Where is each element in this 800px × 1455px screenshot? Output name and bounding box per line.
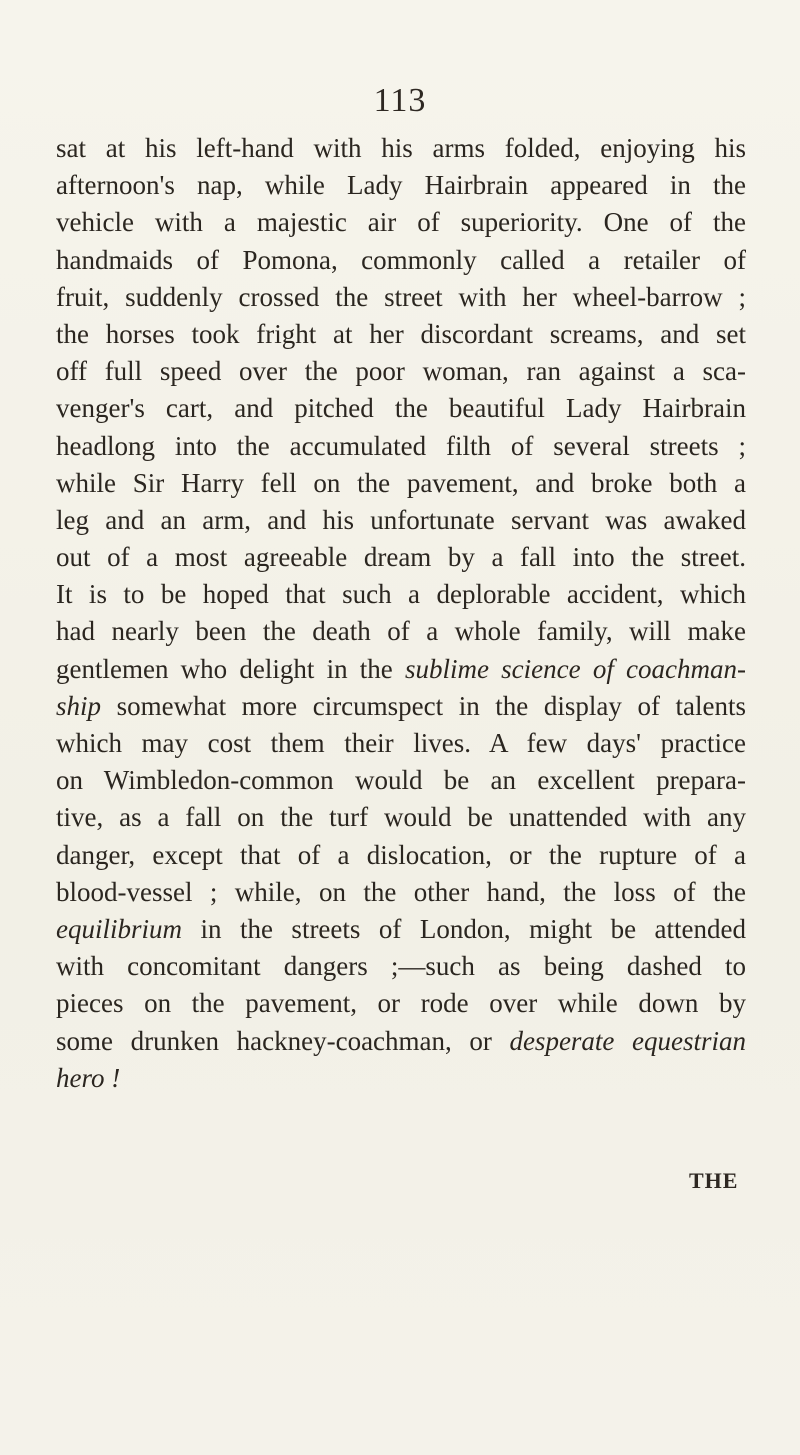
- italic-phrase: hero !: [56, 1062, 121, 1093]
- text-line: [56, 1060, 746, 1097]
- text-line: [56, 985, 746, 1022]
- page-number: 113: [373, 82, 427, 119]
- text-run: on Wimbledon-common would be an excellent prepara-: [56, 765, 746, 796]
- text-run: with concomitant dangers ;—such as being dashed to: [56, 951, 746, 982]
- text-run: fruit, suddenly crossed the street with her wheel-barrow ;: [56, 281, 746, 312]
- text-run: venger's cart, and pitched the beautiful Lady Hairbrain: [56, 393, 746, 424]
- text-line: [56, 390, 746, 427]
- text-line: [56, 1023, 746, 1060]
- text-line: [56, 465, 746, 502]
- text-line: [56, 911, 746, 948]
- text-line: [56, 242, 746, 279]
- italic-phrase: equilibrium: [56, 913, 182, 944]
- text-run: the horses took fright at her discordant screams, and set: [56, 318, 746, 349]
- text-line: [56, 651, 746, 688]
- text-run: sat at his left-hand with his arms folded, enjoying his: [56, 133, 746, 163]
- text-line: [56, 316, 746, 353]
- text-line: [56, 688, 746, 725]
- text-run: in the streets of London, might be attended: [182, 913, 746, 944]
- text-line: [56, 799, 746, 836]
- text-line: [56, 874, 746, 911]
- text-run: handmaids of Pomona, commonly called a retailer of: [56, 244, 746, 275]
- text-run: out of a most agreeable dream by a fall into the street.: [56, 542, 746, 573]
- text-line: [56, 502, 746, 539]
- text-line: [56, 837, 746, 874]
- text-run: somewhat more circumspect in the display of talents: [101, 690, 746, 721]
- text-run: leg and an arm, and his unfortunate servant was awaked: [56, 504, 746, 535]
- text-run: blood-vessel ; while, on the other hand, the loss of the: [56, 876, 746, 907]
- text-run: had nearly been the death of a whole family, will make: [56, 616, 746, 647]
- text-line: [56, 576, 746, 613]
- catchword: THE: [689, 1168, 739, 1193]
- text-run: some drunken hackney-coachman, or: [56, 1025, 510, 1056]
- text-run: gentlemen who delight in the: [56, 653, 405, 684]
- text-run: tive, as a fall on the turf would be unattended with any: [56, 802, 746, 833]
- italic-phrase: ship: [56, 690, 102, 721]
- italic-phrase: desperate equestrian: [509, 1025, 746, 1056]
- text-line: [56, 539, 746, 576]
- text-line: [56, 428, 746, 465]
- text-line: [56, 279, 746, 316]
- italic-phrase: sublime science of coachman-: [404, 653, 746, 684]
- text-run: afternoon's nap, while Lady Hairbrain appeared in the: [56, 170, 746, 201]
- body-text: [56, 130, 746, 1097]
- text-line: [56, 762, 746, 799]
- text-line: [56, 948, 746, 985]
- text-run: while Sir Harry fell on the pavement, and broke both a: [56, 467, 746, 498]
- text-line: [56, 204, 746, 241]
- text-line: [56, 353, 746, 390]
- text-run: vehicle with a majestic air of superiority. One of the: [56, 207, 746, 238]
- text-run: It is to be hoped that such a deplorable accident, which: [56, 579, 746, 610]
- text-line: [56, 613, 746, 650]
- text-line: [56, 130, 746, 167]
- text-line: [56, 167, 746, 204]
- text-line: [56, 725, 746, 762]
- text-run: danger, except that of a dislocation, or the rupture of a: [56, 839, 746, 870]
- text-run: off full speed over the poor woman, ran against a sca-: [56, 356, 746, 387]
- text-run: headlong into the accumulated filth of several streets ;: [56, 430, 746, 461]
- text-run: which may cost them their lives. A few days' practice: [56, 728, 746, 758]
- text-run: pieces on the pavement, or rode over while down by: [56, 988, 746, 1019]
